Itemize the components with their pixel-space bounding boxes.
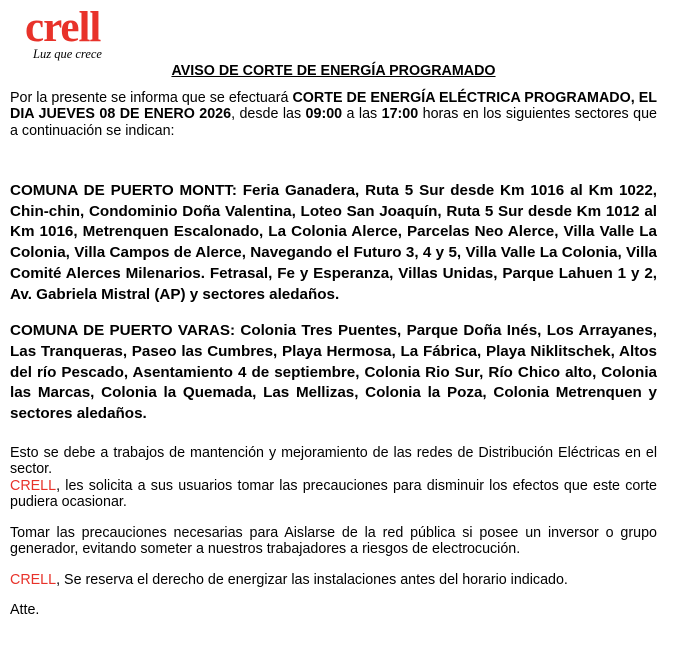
logo-tagline: Luz que crece (33, 47, 102, 61)
commune-puerto-varas: COMUNA DE PUERTO VARAS: Colonia Tres Puentes, Parque Doña Inés, Los Arrayanes, Las Tranqueras, Paseo las Cumbres, Playa Hermosa, La Fábrica, Playa Niklitschek, Altos del río Pescado, Asentamiento 4 de septiembre, Colonia Rio Sur, Río Chico alto, Colonia las Marcas, Colonia la Quemada, Las Mellizas, Colonia la Poza, Colonia Metrenquen y sectores aledaños. (10, 322, 657, 423)
logo-wordmark: crell (25, 4, 101, 51)
intro-tail: horas en los siguientes sectores que a continuación se indican: (10, 106, 657, 139)
notice-document (10, 63, 657, 633)
notice-title: AVISO DE CORTE DE ENERGÍA PROGRAMADO (171, 63, 496, 79)
reason-paragraph: Esto se debe a trabajos de mantención y mejoramiento de las redes de Distribución Eléctricas en el sector. (10, 444, 657, 478)
end-time: 17:00 (381, 106, 419, 122)
start-time: 09:00 (305, 106, 343, 122)
intro-mid1: , desde las (231, 106, 306, 122)
commune-puerto-montt: COMUNA DE PUERTO MONTT: Feria Ganadera, Ruta 5 Sur desde Km 1016 al Km 1022, Chin-chin, Condominio Doña Valentina, Loteo San Joaquín, Ruta 5 Sur desde Km 1012 al Km 1016, Metrenquen Escalonado, La Colonia Alerce, Parcelas Neo Alerce, Villa Valle La Colonia, Villa Campos de Alerce, Navegando el Futuro 3, 4 y 5, Villa Valle La Colonia, Villa Comité Alerces Milenarios. Fetrasal, Fe y Esperanza, Villas Unidas, Parque Lahuen 1 y 2, Av. Gabriela Mistral (AP) y sectores aledaños. (10, 182, 657, 303)
precaution-text: , les solicita a sus usuarios tomar las precauciones para disminuir los efectos que este corte pudiera ocasionar. (10, 477, 657, 511)
isolation-paragraph: Tomar las precauciones necesarias para Aislarse de la red pública si posee un inversor o grupo generador, evitando someter a nuestros trabajadores a riesgos de electrocución. (10, 524, 657, 558)
intro-lead: Por la presente se informa que se efectuará (10, 89, 293, 106)
brand-name-inline: CRELL (10, 477, 57, 494)
brand-name-inline: CRELL (10, 571, 57, 588)
intro-mid2: a las (342, 106, 382, 122)
intro-highlight: CORTE DE ENERGÍA ELÉCTRICA PROGRAMADO, EL DIA JUEVES 08 DE ENERO 2026 (10, 89, 657, 122)
signoff: Atte. (10, 602, 40, 619)
intro-paragraph (10, 90, 657, 140)
crell-logo (25, 6, 105, 62)
reserve-paragraph (10, 572, 657, 589)
reserve-text: , Se reserva el derecho de energizar las instalaciones antes del horario indicado. (56, 571, 568, 588)
precaution-paragraph (10, 478, 657, 511)
